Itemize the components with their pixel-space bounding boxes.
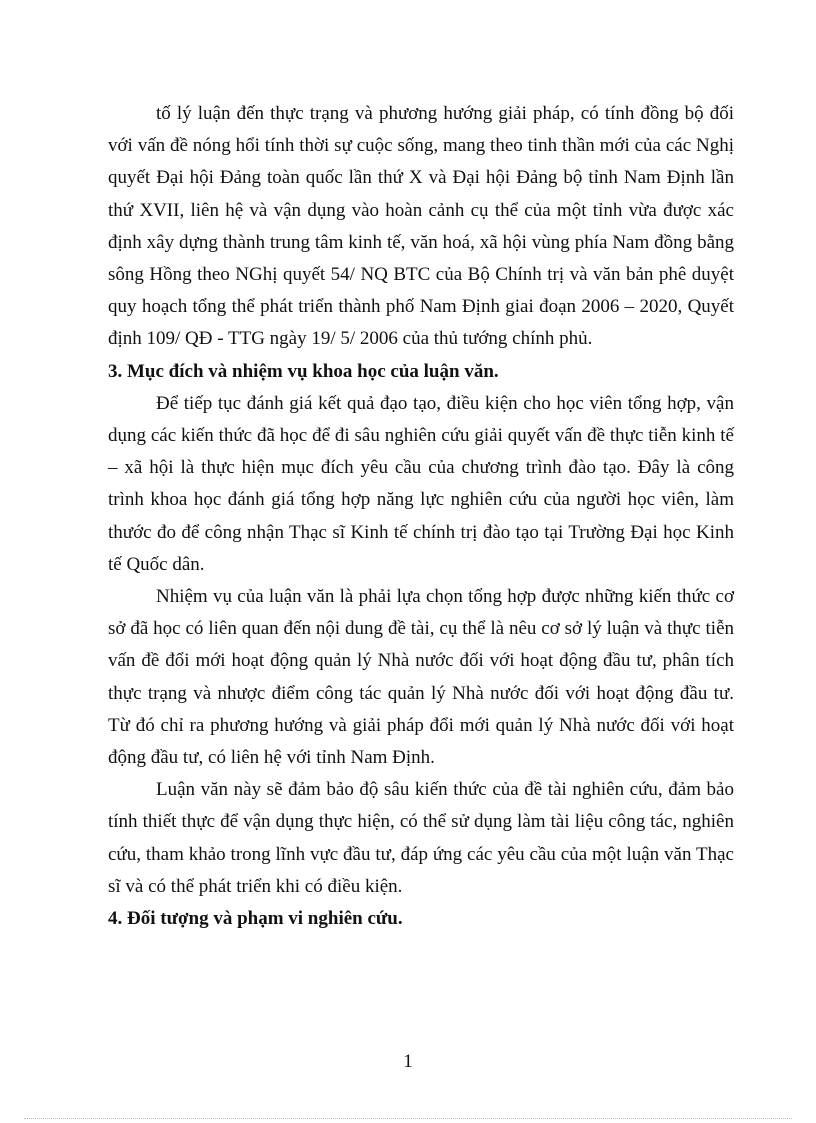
section-heading-4: 4. Đối tượng và phạm vi nghiên cứu. — [108, 908, 403, 930]
section-heading-3: 3. Mục đích và nhiệm vụ khoa học của luận văn. — [108, 360, 499, 382]
paragraph-tasks: Nhiệm vụ của luận văn là phải lựa chọn tổng hợp được những kiến thức cơ sở đã học có liên quan đến nội dung đề tài, cụ thể là nêu cơ sở lý luận và thực tiễn vấn đề đổi mới hoạt động quản lý Nhà nước đối với hoạt động đầu tư, phân tích thực trạng và nhược điểm công tác quản lý Nhà nước đối với hoạt động đầu tư. Từ đó chỉ ra phương hướng và giải pháp đổi mới quản lý Nhà nước đối với hoạt động đầu tư, có liên hệ với tỉnh Nam Định. — [108, 586, 734, 769]
page-body — [108, 98, 734, 935]
paragraph-purpose: Để tiếp tục đánh giá kết quả đạo tạo, điều kiện cho học viên tổng hợp, vận dụng các kiến thức đã học để đi sâu nghiên cứu giải quyết vấn đề thực tiễn kinh tế – xã hội là thực hiện mục đích yêu cầu của chương trình đào tạo. Đây là công trình khoa học đánh giá tổng hợp năng lực nghiên cứu của người học viên, làm thước đo để công nhận Thạc sĩ Kinh tế chính trị đào tạo tại Trường Đại học Kinh tế Quốc dân. — [108, 392, 734, 575]
paragraph-intro-continued: tố lý luận đến thực trạng và phương hướng giải pháp, có tính đồng bộ đối với vấn đề nóng hổi tính thời sự cuộc sống, mang theo tinh thần mới của các Nghị quyết Đại hội Đảng toàn quốc lần thứ X và Đại hội Đảng bộ tỉnh Nam Định lần thứ XVII, liên hệ và vận dụng vào hoàn cảnh cụ thể của một tỉnh vừa được xác định xây dựng thành trung tâm kinh tế, văn hoá, xã hội vùng phía Nam đồng bằng sông Hồng theo NGhị quyết 54/ NQ BTC của Bộ Chính trị và văn bản phê duyệt quy hoạch tổng thể phát triển thành phố Nam Định giai đoạn 2006 – 2020, Quyết định 109/ QĐ - TTG ngày 19/ 5/ 2006 của thủ tướng chính phủ. — [108, 103, 734, 350]
paragraph-significance: Luận văn này sẽ đảm bảo độ sâu kiến thức của đề tài nghiên cứu, đảm bảo tính thiết thực để vận dụng thực hiện, có thể sử dụng làm tài liệu công tác, nghiên cứu, tham khảo trong lĩnh vực đầu tư, đáp ứng các yêu cầu của một luận văn Thạc sĩ và có thể phát triển khi có điều kiện. — [108, 779, 734, 897]
page-number: 1 — [403, 1051, 413, 1072]
bottom-divider — [24, 1118, 792, 1119]
